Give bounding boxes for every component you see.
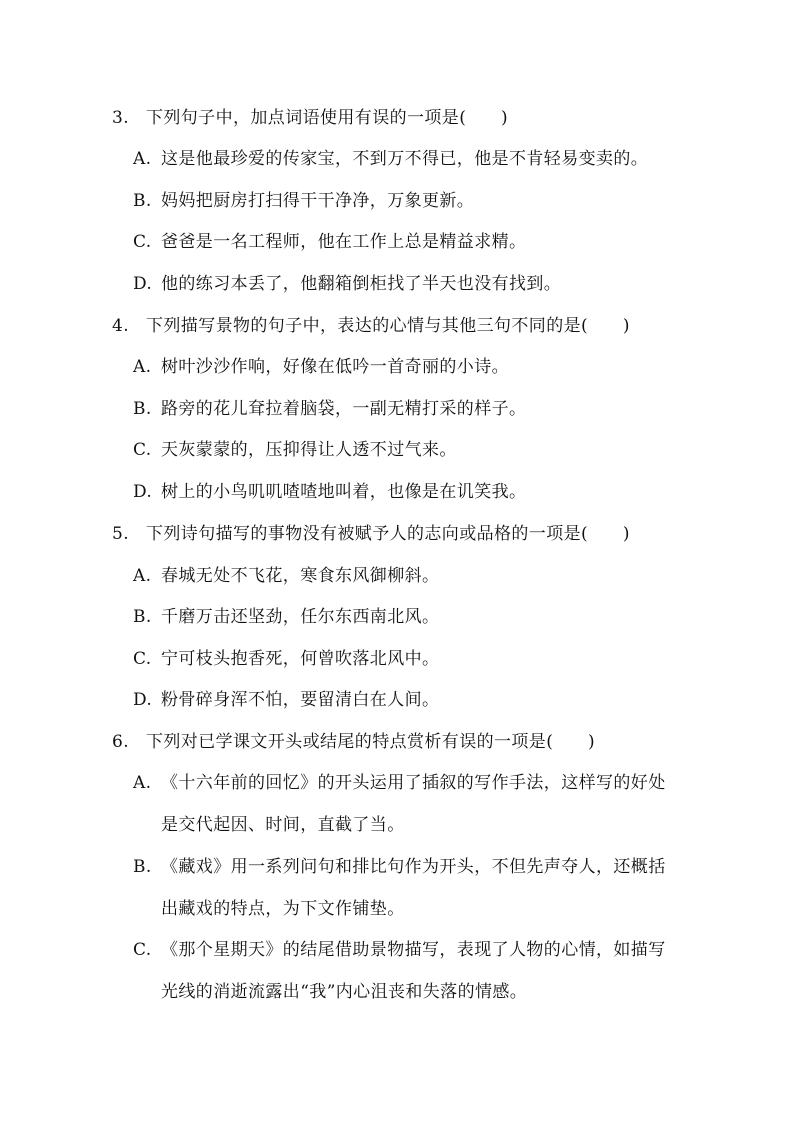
option-label: A. xyxy=(133,357,152,377)
option-text: 《十六年前的回忆》的开头运用了插叙的写作手法，这样写的好处 xyxy=(161,773,666,793)
question-3-option-c xyxy=(133,230,526,254)
question-number: 5. xyxy=(112,524,130,544)
option-text: 春城无处不飞花，寒食东风御柳斜。 xyxy=(161,566,440,586)
question-4-option-c xyxy=(133,438,457,462)
question-6-option-a-continuation: 是交代起因、时间，直截了当。 xyxy=(161,815,405,835)
question-6-option-a xyxy=(133,771,666,795)
option-text: 树叶沙沙作响，好像在低吟一首奇丽的小诗。 xyxy=(161,357,509,377)
question-6-option-c-continuation: 光线的消逝流露出“我”内心沮丧和失落的情感。 xyxy=(161,982,528,1002)
option-text: 这是他最珍爱的传家宝，不到万不得已，他是不肯轻易变卖的。 xyxy=(161,149,649,169)
option-label: C. xyxy=(133,649,152,669)
option-label: D. xyxy=(133,482,153,502)
question-5-option-a xyxy=(133,564,439,588)
question-5-stem xyxy=(112,522,630,546)
option-label: B. xyxy=(133,857,152,877)
option-label: B. xyxy=(133,607,152,627)
option-label: B. xyxy=(133,191,152,211)
option-text: 妈妈把厨房打扫得干干净净，万象更新。 xyxy=(161,191,475,211)
question-number: 4. xyxy=(112,316,130,336)
option-text: 《藏戏》用一系列问句和排比句作为开头，不但先声夺人，还概括 xyxy=(161,857,666,877)
question-5-option-c xyxy=(133,647,439,671)
question-6-option-b-continuation: 出藏戏的特点，为下文作铺垫。 xyxy=(161,899,405,919)
option-text: 宁可枝头抱香死，何曾吹落北风中。 xyxy=(161,649,440,669)
option-label: A. xyxy=(133,773,152,793)
option-text: 粉骨碎身浑不怕，要留清白在人间。 xyxy=(161,690,440,710)
option-label: D. xyxy=(133,274,153,294)
question-number: 6. xyxy=(112,732,130,752)
question-3-option-d xyxy=(133,272,561,296)
question-3-stem xyxy=(112,106,508,130)
question-text: 下列描写景物的句子中，表达的心情与其他三句不同的是( ) xyxy=(146,316,630,336)
question-6-option-b xyxy=(133,855,666,879)
question-number: 3. xyxy=(112,108,130,128)
question-6-stem xyxy=(112,730,595,754)
option-text: 他的练习本丢了，他翻箱倒柜找了半天也没有找到。 xyxy=(161,274,562,294)
question-4-option-d xyxy=(133,480,526,504)
option-text: 树上的小鸟叽叽喳喳地叫着，也像是在讥笑我。 xyxy=(161,482,527,502)
option-label: A. xyxy=(133,566,152,586)
option-label: C. xyxy=(133,440,152,460)
question-text: 下列句子中，加点词语使用有误的一项是( ) xyxy=(146,108,509,128)
option-label: C. xyxy=(133,232,152,252)
question-3-option-b xyxy=(133,189,474,213)
option-label: A. xyxy=(133,149,152,169)
option-text: 爸爸是一名工程师，他在工作上总是精益求精。 xyxy=(161,232,527,252)
option-text: 千磨万击还坚劲，任尔东西南北风。 xyxy=(161,607,440,627)
question-5-option-b xyxy=(133,605,439,629)
option-label: C. xyxy=(133,940,152,960)
question-5-option-d xyxy=(133,688,439,712)
question-3-option-a xyxy=(133,147,648,171)
question-4-option-b xyxy=(133,397,526,421)
question-6-option-c xyxy=(133,938,666,962)
question-4-stem xyxy=(112,314,630,338)
option-text: 路旁的花儿耷拉着脑袋，一副无精打采的样子。 xyxy=(161,399,527,419)
question-text: 下列诗句描写的事物没有被赋予人的志向或品格的一项是( ) xyxy=(146,524,630,544)
option-text: 天灰蒙蒙的，压抑得让人透不过气来。 xyxy=(161,440,457,460)
option-label: D. xyxy=(133,690,153,710)
option-label: B. xyxy=(133,399,152,419)
option-text: 《那个星期天》的结尾借助景物描写，表现了人物的心情，如描写 xyxy=(161,940,666,960)
question-text: 下列对已学课文开头或结尾的特点赏析有误的一项是( ) xyxy=(146,732,596,752)
question-4-option-a xyxy=(133,355,509,379)
